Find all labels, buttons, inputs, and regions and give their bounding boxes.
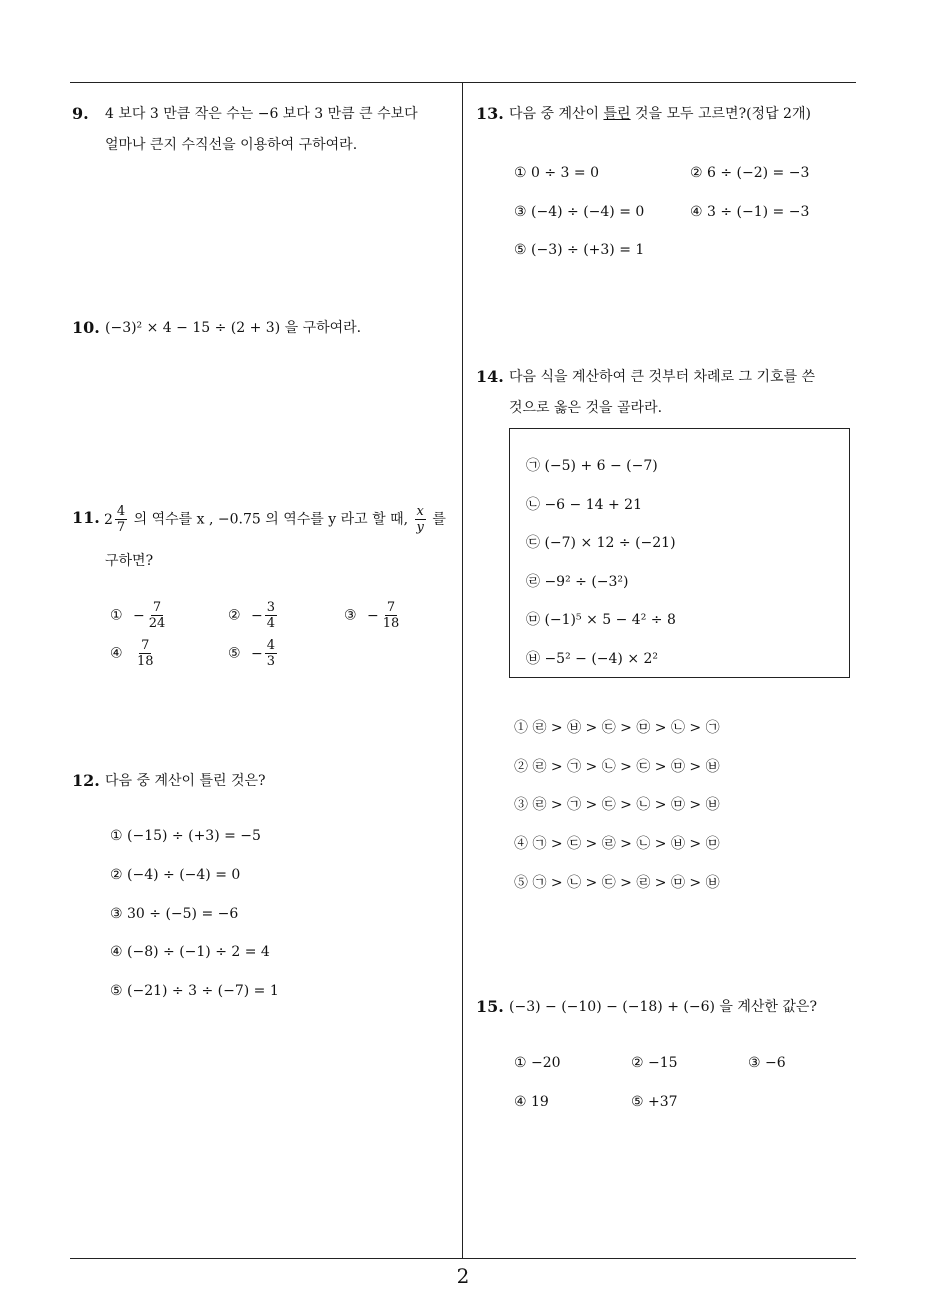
fraction-numerator: 7 [152, 600, 162, 615]
box-expression: ㉡ −6 − 14 + 21 [526, 497, 642, 513]
question-10-number: 10. [72, 318, 100, 337]
question-13-pre: 다음 중 계산이 [509, 106, 604, 122]
fraction-numerator: 7 [386, 600, 396, 615]
bottom-rule [70, 1258, 856, 1259]
question-11-line2: 구하면? [105, 553, 154, 569]
q14-option-2[interactable]: ② ㉣ > ㉠ > ㉡ > ㉢ > ㉤ > ㉥ [514, 759, 720, 775]
q13-option-2[interactable]: ② 6 ÷ (−2) = −3 [690, 165, 810, 181]
top-rule [70, 82, 856, 83]
q12-option-2[interactable]: ② (−4) ÷ (−4) = 0 [110, 867, 241, 883]
question-15-number: 15. [476, 997, 504, 1016]
q13-option-5[interactable]: ⑤ (−3) ÷ (+3) = 1 [514, 242, 645, 258]
q12-option-5[interactable]: ⑤ (−21) ÷ 3 ÷ (−7) = 1 [110, 983, 279, 999]
option-sign: − [367, 607, 379, 624]
question-13-post: 것을 모두 고르면?(정답 2개) [630, 106, 811, 122]
box-expression: ㉣ −9² ÷ (−3²) [526, 574, 629, 590]
option-mark: ⑤ [228, 645, 241, 662]
fraction-denominator: 3 [266, 654, 276, 669]
question-11-number: 11. [72, 508, 100, 527]
option-sign: − [251, 607, 263, 624]
option-mark: ① [110, 607, 123, 624]
q11-option-5[interactable] [228, 638, 279, 669]
fraction-denominator: 24 [148, 616, 166, 631]
option-mark: ② [228, 607, 241, 624]
question-9-line2: 얼마나 큰지 수직선을 이용하여 구하여라. [105, 137, 358, 153]
q15-option-2[interactable]: ② −15 [631, 1055, 678, 1071]
question-14-line1: 다음 식을 계산하여 큰 것부터 차례로 그 기호를 쓴 [509, 369, 816, 385]
mixed-whole: 2 [104, 511, 113, 528]
question-14-line2: 것으로 옳은 것을 골라라. [509, 400, 663, 416]
question-11-tail: 를 [432, 511, 446, 528]
q15-option-1[interactable]: ① −20 [514, 1055, 561, 1071]
expression-box [509, 428, 850, 678]
box-expression: ㉤ (−1)⁵ × 5 − 4² ÷ 8 [526, 612, 676, 628]
x-over-y-fraction [415, 504, 426, 535]
fraction-numerator: 4 [116, 504, 126, 519]
q13-option-3[interactable]: ③ (−4) ÷ (−4) = 0 [514, 204, 645, 220]
question-13-text [509, 99, 811, 130]
fraction-numerator: 4 [266, 638, 276, 653]
q14-option-4[interactable]: ④ ㉠ > ㉢ > ㉣ > ㉡ > ㉥ > ㉤ [514, 836, 720, 852]
question-11-line1 [104, 504, 459, 535]
option-sign: − [251, 645, 263, 662]
option-fraction [381, 600, 402, 631]
q14-option-1[interactable]: ① ㉣ > ㉥ > ㉢ > ㉤ > ㉡ > ㉠ [514, 720, 720, 736]
question-9 [105, 99, 457, 161]
q11-option-2[interactable] [228, 600, 279, 631]
fraction-denominator: 18 [137, 654, 154, 669]
q12-option-1[interactable]: ① (−15) ÷ (+3) = −5 [110, 828, 261, 844]
box-expression: ㉠ (−5) + 6 − (−7) [526, 458, 658, 474]
fraction-denominator: 4 [266, 616, 276, 631]
question-12-text: 다음 중 계산이 틀린 것은? [105, 773, 266, 789]
q14-option-5[interactable]: ⑤ ㉠ > ㉡ > ㉢ > ㉣ > ㉤ > ㉥ [514, 875, 720, 891]
fraction-numerator: 7 [141, 638, 150, 653]
column-divider [462, 83, 463, 1259]
option-mark: ④ [110, 645, 123, 662]
question-12-number: 12. [72, 771, 100, 790]
option-mark: ③ [344, 607, 357, 624]
option-fraction [135, 638, 156, 669]
question-13-number: 13. [476, 104, 504, 123]
q14-option-3[interactable]: ③ ㉣ > ㉠ > ㉢ > ㉡ > ㉤ > ㉥ [514, 797, 720, 813]
question-14-number: 14. [476, 367, 504, 386]
question-11-mid: 의 역수를 x , −0.75 의 역수를 y 라고 할 때, [133, 511, 409, 528]
option-fraction [265, 600, 277, 631]
option-sign: − [133, 607, 145, 624]
q12-option-3[interactable]: ③ 30 ÷ (−5) = −6 [110, 906, 239, 922]
fraction-denominator: y [416, 520, 424, 535]
page-number: 2 [456, 1264, 470, 1288]
option-fraction [147, 600, 168, 631]
q15-option-4[interactable]: ④ 19 [514, 1094, 549, 1110]
q11-option-3[interactable] [344, 600, 403, 631]
q15-option-5[interactable]: ⑤ +37 [631, 1094, 678, 1110]
fraction-numerator: 3 [266, 600, 276, 615]
question-14 [509, 362, 854, 424]
fraction-numerator: x [416, 504, 424, 519]
fraction-denominator: 7 [116, 520, 126, 535]
question-13-underlined: 틀린 [603, 106, 631, 122]
question-9-line1: 4 보다 3 만큼 작은 수는 −6 보다 3 만큼 큰 수보다 [105, 106, 418, 122]
question-9-number: 9. [72, 104, 89, 123]
option-fraction [265, 638, 277, 669]
box-expression: ㉢ (−7) × 12 ÷ (−21) [526, 535, 676, 551]
q11-option-4[interactable] [110, 638, 158, 669]
mixed-number [104, 504, 129, 535]
q13-option-4[interactable]: ④ 3 ÷ (−1) = −3 [690, 204, 810, 220]
fraction-denominator: 18 [382, 616, 400, 631]
q13-option-1[interactable]: ① 0 ÷ 3 = 0 [514, 165, 599, 181]
question-15-text: (−3) − (−10) − (−18) + (−6) 을 계산한 값은? [509, 999, 817, 1015]
q11-option-1[interactable] [110, 600, 169, 631]
q15-option-3[interactable]: ③ −6 [748, 1055, 786, 1071]
mixed-fraction [115, 504, 127, 535]
question-10-text: (−3)² × 4 − 15 ÷ (2 + 3) 을 구하여라. [105, 320, 362, 336]
box-expression: ㉥ −5² − (−4) × 2² [526, 651, 659, 667]
q12-option-4[interactable]: ④ (−8) ÷ (−1) ÷ 2 = 4 [110, 944, 270, 960]
